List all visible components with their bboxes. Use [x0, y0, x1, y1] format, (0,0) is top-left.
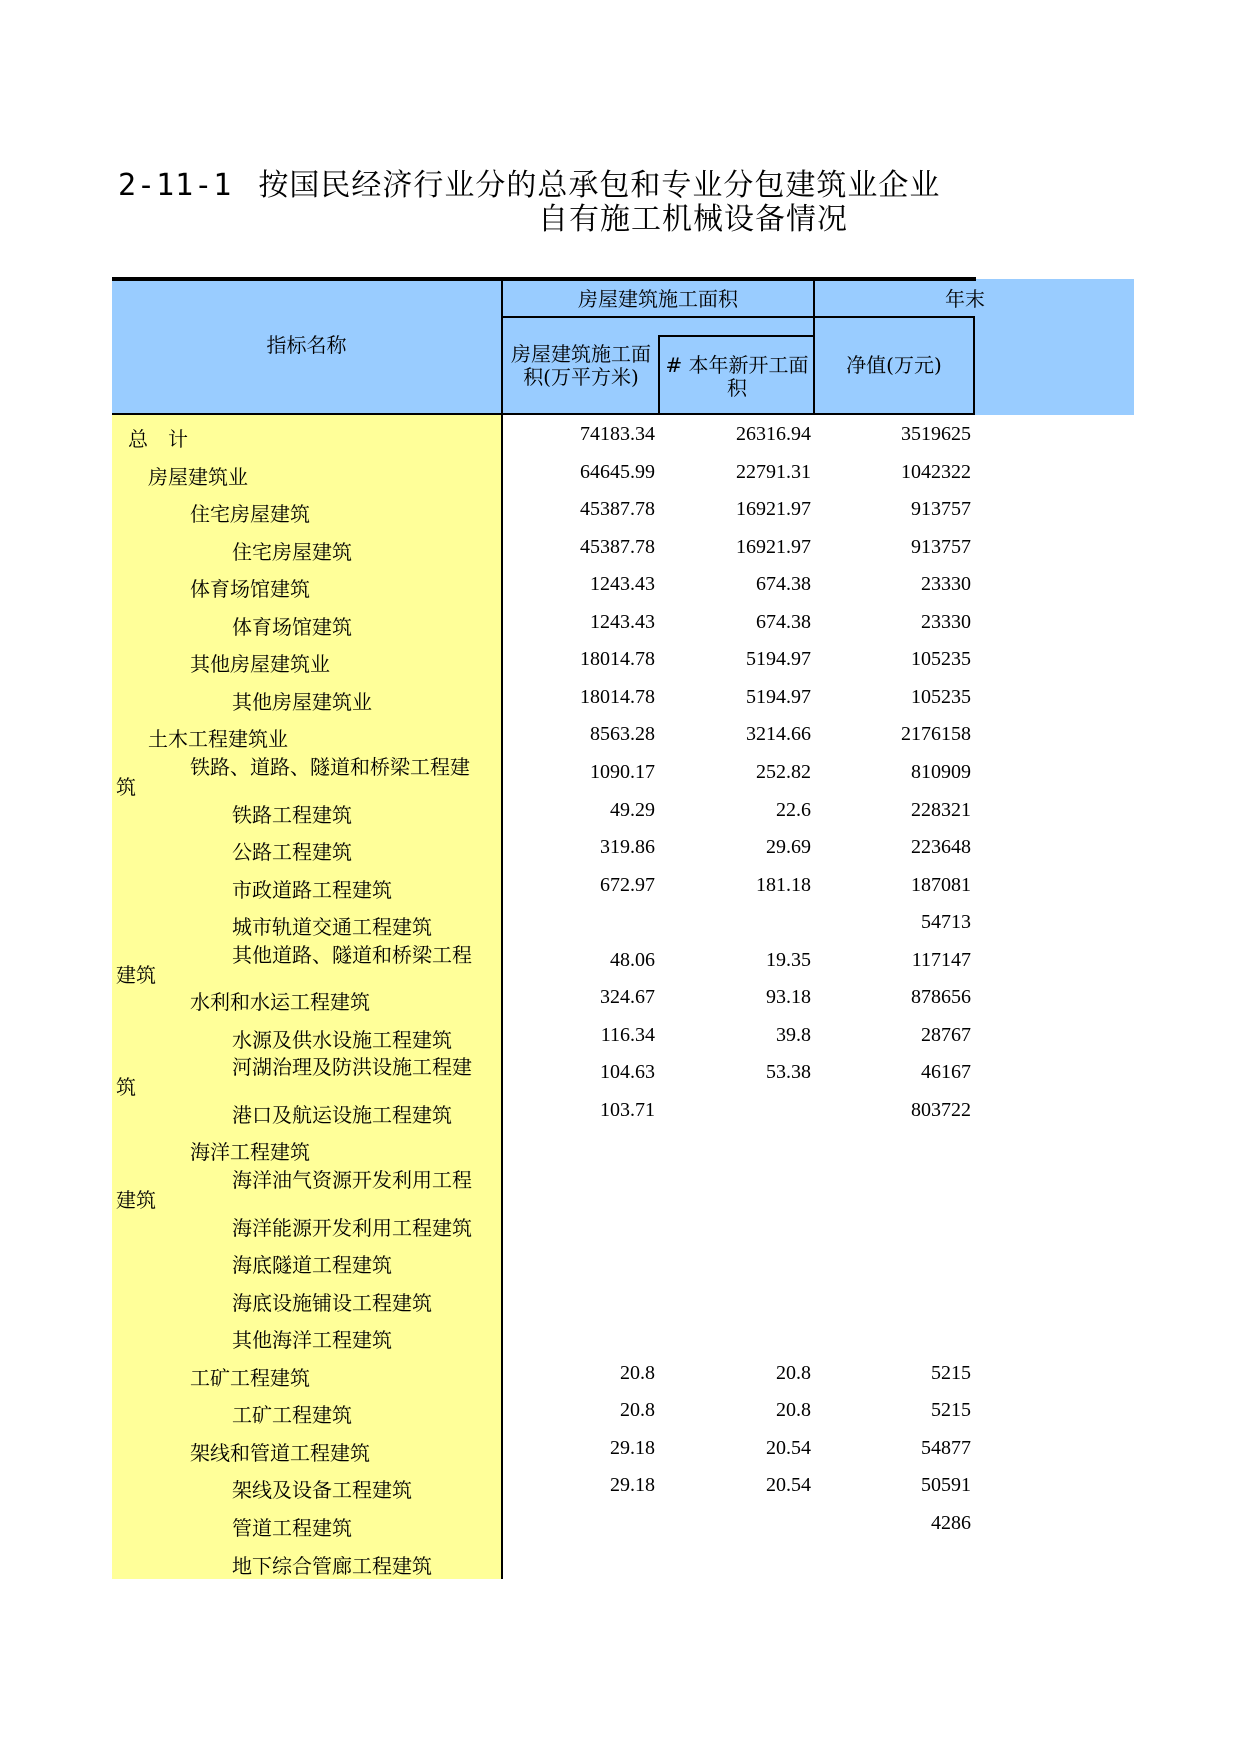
cell-net: 5215 — [931, 1362, 971, 1384]
row-label: 管道工程建筑 — [232, 1516, 352, 1540]
cell-new-area: 674.38 — [756, 573, 811, 595]
header-top-rule — [112, 277, 976, 281]
cell-area: 20.8 — [620, 1399, 655, 1421]
row-label: 地下综合管廊工程建筑 — [232, 1554, 432, 1578]
row-label: 房屋建筑业 — [148, 465, 248, 489]
cell-area: 103.71 — [600, 1099, 655, 1121]
cell-area: 49.29 — [610, 799, 655, 821]
cell-area: 104.63 — [600, 1061, 655, 1083]
cell-net: 5215 — [931, 1399, 971, 1421]
header-group-area: 房屋建筑施工面积 — [578, 287, 738, 311]
row-label: 架线和管道工程建筑 — [190, 1441, 370, 1465]
cell-area: 1243.43 — [590, 611, 655, 633]
row-label: 水源及供水设施工程建筑 — [232, 1028, 452, 1052]
cell-new-area: 5194.97 — [746, 686, 811, 708]
cell-net: 4286 — [931, 1512, 971, 1534]
header-bottom-rule — [112, 413, 975, 415]
cell-area: 29.18 — [610, 1474, 655, 1496]
cell-net: 878656 — [911, 986, 971, 1008]
cell-new-area: 3214.66 — [746, 723, 811, 745]
cell-area: 18014.78 — [580, 648, 655, 670]
cell-area: 8563.28 — [590, 723, 655, 745]
row-label: 体育场馆建筑 — [190, 577, 310, 601]
cell-net: 803722 — [911, 1099, 971, 1121]
row-label: 海洋工程建筑 — [190, 1140, 310, 1164]
title-line2: 自有施工机械设备情况 — [538, 202, 848, 237]
header-divider-3 — [973, 316, 975, 415]
row-label: 铁路工程建筑 — [232, 803, 352, 827]
cell-net: 46167 — [921, 1061, 971, 1083]
row-label: 海洋油气资源开发利用工程 — [232, 1168, 472, 1192]
row-label: 总 计 — [128, 427, 188, 451]
cell-new-area: 181.18 — [756, 874, 811, 896]
cell-area: 116.34 — [600, 1024, 655, 1046]
cell-net: 913757 — [911, 498, 971, 520]
cell-net: 810909 — [911, 761, 971, 783]
header-subcol-rule — [658, 335, 815, 337]
header-col-new-area: # 本年新开工面积 — [665, 353, 809, 400]
cell-area: 1243.43 — [590, 573, 655, 595]
cell-new-area: 39.8 — [776, 1024, 811, 1046]
cell-new-area: 22.6 — [776, 799, 811, 821]
cell-area: 672.97 — [600, 874, 655, 896]
label-column-divider — [501, 281, 503, 1579]
cell-area: 45387.78 — [580, 536, 655, 558]
header-col-area: 房屋建筑施工面积(万平方米) — [511, 342, 651, 389]
cell-area: 18014.78 — [580, 686, 655, 708]
row-label: 其他房屋建筑业 — [190, 652, 330, 676]
cell-net: 223648 — [911, 836, 971, 858]
cell-net: 117147 — [911, 949, 971, 971]
header-indicator-name: 指标名称 — [266, 333, 347, 357]
row-label: 工矿工程建筑 — [232, 1403, 352, 1427]
row-label: 公路工程建筑 — [232, 840, 352, 864]
cell-new-area: 16921.97 — [736, 536, 811, 558]
title-line1: 按国民经济行业分的总承包和专业分包建筑业企业 — [258, 168, 941, 203]
cell-net: 54713 — [921, 911, 971, 933]
row-label: 河湖治理及防洪设施工程建 — [232, 1055, 472, 1079]
cell-net: 23330 — [921, 611, 971, 633]
cell-net: 105235 — [911, 686, 971, 708]
row-label: 工矿工程建筑 — [190, 1366, 310, 1390]
cell-new-area: 29.69 — [766, 836, 811, 858]
cell-net: 913757 — [911, 536, 971, 558]
row-label: 海洋能源开发利用工程建筑 — [232, 1216, 472, 1240]
cell-net: 3519625 — [901, 423, 971, 445]
cell-new-area: 93.18 — [766, 986, 811, 1008]
cell-area: 45387.78 — [580, 498, 655, 520]
row-label-wrap: 筑 — [116, 775, 136, 799]
cell-new-area: 19.35 — [766, 949, 811, 971]
cell-net: 2176158 — [901, 723, 971, 745]
cell-area: 74183.34 — [580, 423, 655, 445]
cell-net: 228321 — [911, 799, 971, 821]
cell-net: 50591 — [921, 1474, 971, 1496]
row-label-wrap: 建筑 — [116, 1188, 156, 1212]
row-label-wrap: 筑 — [116, 1075, 136, 1099]
cell-new-area: 16921.97 — [736, 498, 811, 520]
header-group-rule — [501, 316, 975, 318]
row-label: 海底设施铺设工程建筑 — [232, 1291, 432, 1315]
cell-new-area: 53.38 — [766, 1061, 811, 1083]
row-label: 其他房屋建筑业 — [232, 690, 372, 714]
cell-new-area: 20.54 — [766, 1437, 811, 1459]
row-label: 水利和水运工程建筑 — [190, 990, 370, 1014]
row-label: 市政道路工程建筑 — [232, 878, 392, 902]
cell-net: 187081 — [911, 874, 971, 896]
cell-net: 28767 — [921, 1024, 971, 1046]
cell-area: 64645.99 — [580, 461, 655, 483]
header-group-year-end-clip — [815, 287, 985, 312]
cell-net: 105235 — [911, 648, 971, 670]
cell-net: 23330 — [921, 573, 971, 595]
cell-new-area: 5194.97 — [746, 648, 811, 670]
row-label: 港口及航运设施工程建筑 — [232, 1103, 452, 1127]
row-label: 住宅房屋建筑 — [190, 502, 310, 526]
row-label: 铁路、道路、隧道和桥梁工程建 — [190, 755, 470, 779]
row-label: 其他海洋工程建筑 — [232, 1328, 392, 1352]
row-label: 其他道路、隧道和桥梁工程 — [232, 943, 472, 967]
cell-new-area: 26316.94 — [736, 423, 811, 445]
cell-area: 324.67 — [600, 986, 655, 1008]
cell-new-area: 20.8 — [776, 1362, 811, 1384]
cell-net: 54877 — [921, 1437, 971, 1459]
row-label: 住宅房屋建筑 — [232, 540, 352, 564]
cell-net: 1042322 — [901, 461, 971, 483]
cell-new-area: 22791.31 — [736, 461, 811, 483]
cell-new-area: 20.8 — [776, 1399, 811, 1421]
header-group-year-end: 年末 — [945, 287, 985, 311]
header-col-net-value: 净值(万元) — [846, 353, 942, 377]
row-label: 城市轨道交通工程建筑 — [232, 915, 432, 939]
cell-area: 319.86 — [600, 836, 655, 858]
cell-area: 20.8 — [620, 1362, 655, 1384]
header-divider-1 — [658, 336, 660, 415]
row-label: 海底隧道工程建筑 — [232, 1253, 392, 1277]
title-clip — [0, 150, 975, 240]
row-label: 架线及设备工程建筑 — [232, 1478, 412, 1502]
table-number: 2-11-1 — [118, 168, 233, 203]
row-label: 体育场馆建筑 — [232, 615, 352, 639]
cell-new-area: 674.38 — [756, 611, 811, 633]
row-label-wrap: 建筑 — [116, 963, 156, 987]
cell-new-area: 252.82 — [756, 761, 811, 783]
row-label: 土木工程建筑业 — [148, 727, 288, 751]
cell-area: 1090.17 — [590, 761, 655, 783]
cell-area: 48.06 — [610, 949, 655, 971]
cell-area: 29.18 — [610, 1437, 655, 1459]
cell-new-area: 20.54 — [766, 1474, 811, 1496]
